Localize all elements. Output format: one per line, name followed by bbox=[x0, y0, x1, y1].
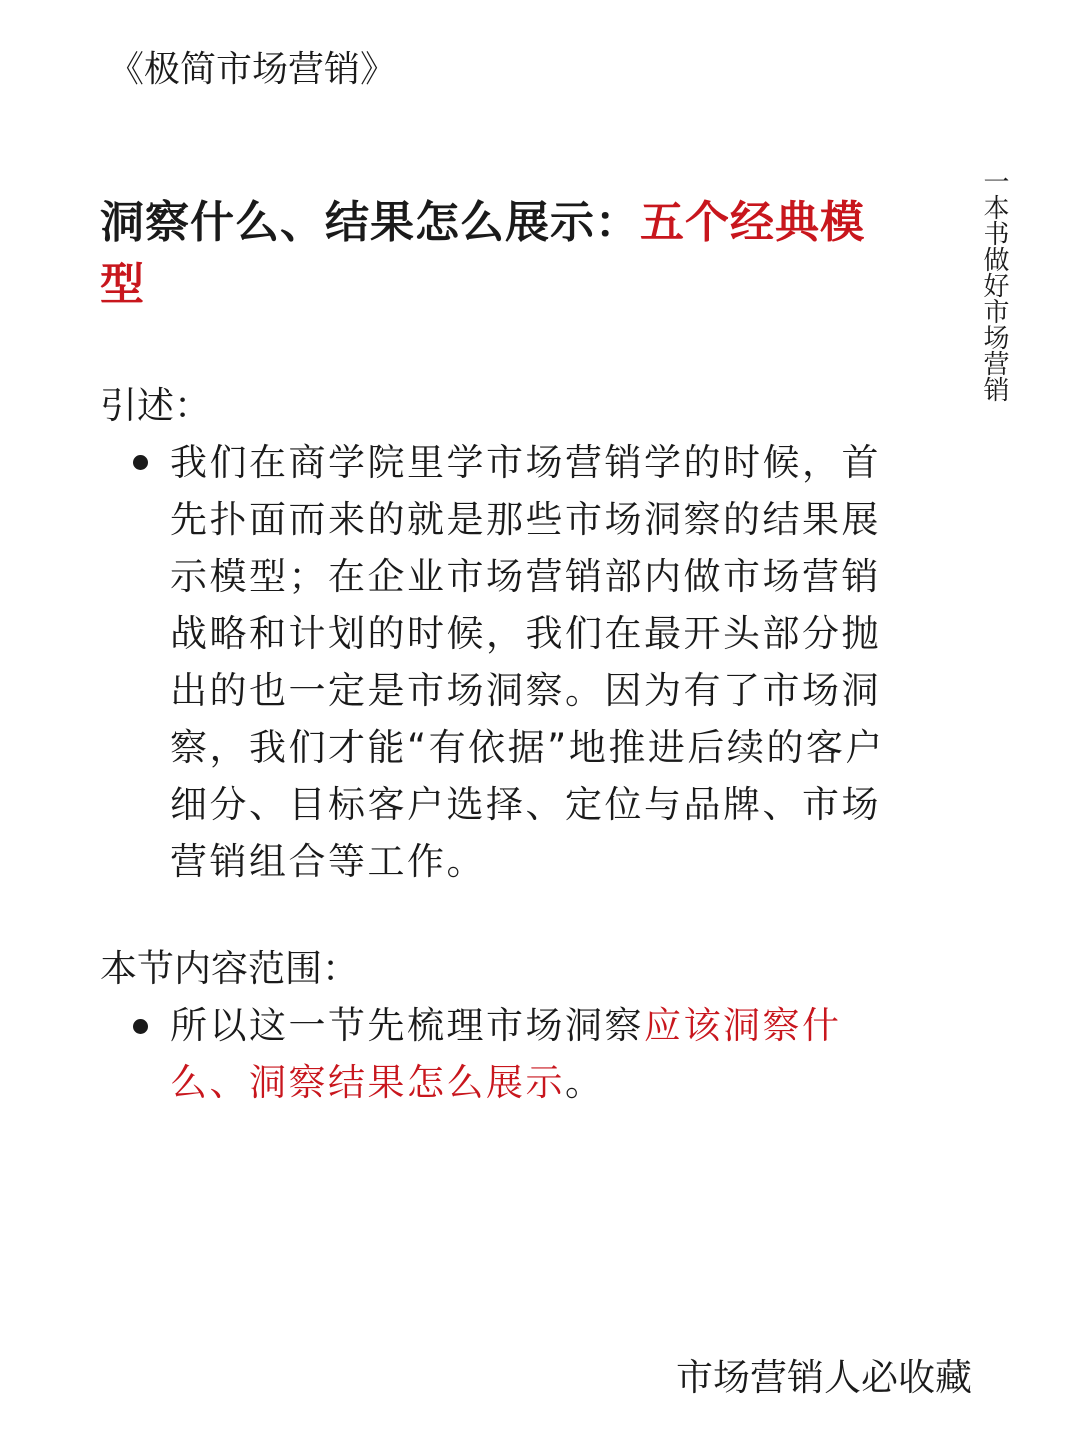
heading-accent: 五个经典模型 bbox=[100, 197, 865, 310]
intro-paragraph: 我们在商学院里学市场营销学的时候，首先扑面而来的就是那些市场洞察的结果展示模型；在企业市场营销部内做市场营销战略和计划的时候，我们在最开头部分抛出的也一定是市场洞察。因为有了市场洞察，我们才能“有依据”地推进后续的客户细分、目标客户选择、定位与品牌、市场营销组合等工作。 bbox=[170, 441, 885, 883]
intro-bullet-icon bbox=[133, 455, 148, 470]
scope-bullet-icon bbox=[133, 1019, 148, 1034]
page-heading bbox=[100, 192, 900, 316]
heading-prefix: 洞察什么、结果怎么展示： bbox=[100, 197, 640, 248]
scope-text-suffix: 。 bbox=[565, 1061, 605, 1104]
scope-text-prefix: 所以这一节先梳理市场洞察 bbox=[170, 1004, 644, 1047]
scope-text-accent: 应该洞察什么、洞察结果怎么展示 bbox=[170, 1004, 842, 1104]
intro-label: 引述： bbox=[100, 384, 211, 427]
side-label: 一本书做好市场营销 bbox=[979, 168, 1009, 402]
scope-paragraph bbox=[170, 997, 900, 1111]
footer-slogan: 市场营销人必收藏 bbox=[676, 1356, 972, 1399]
scope-label: 本节内容范围： bbox=[100, 947, 359, 990]
book-title: 《极简市场营销》 bbox=[108, 49, 397, 90]
